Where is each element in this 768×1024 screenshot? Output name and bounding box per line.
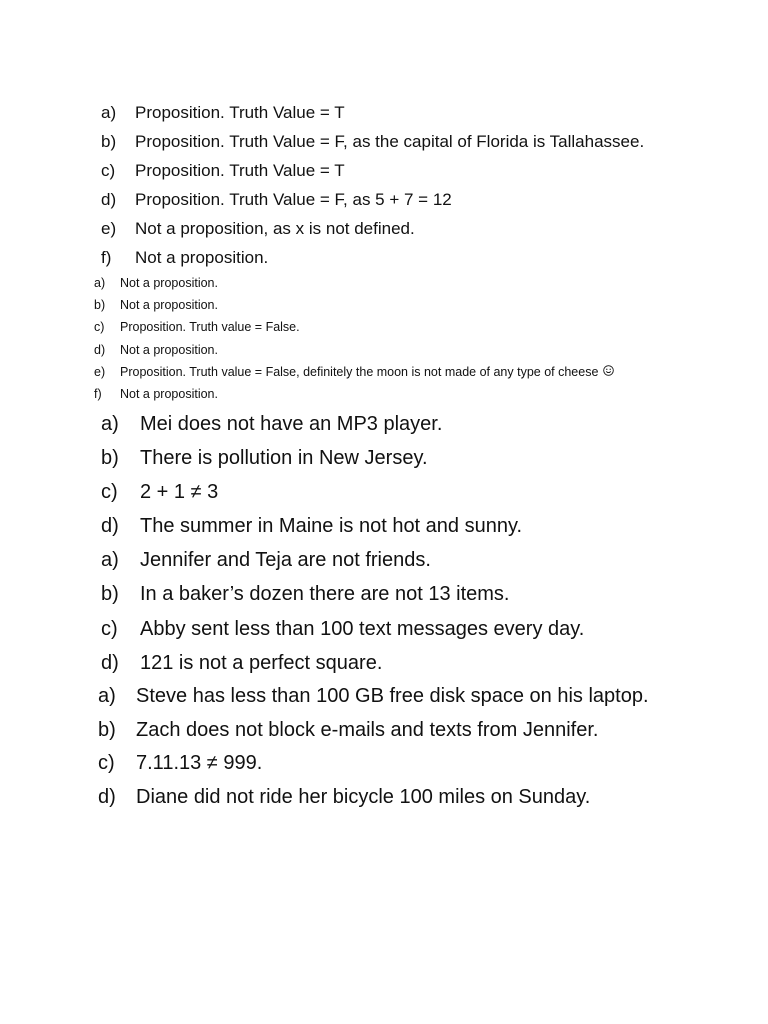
list-item [94, 298, 614, 320]
list-item [101, 248, 644, 277]
item-text: Zach does not block e-mails and texts from Jennifer. [136, 718, 599, 741]
item-label: c) [101, 161, 116, 180]
list-item [94, 387, 614, 409]
list-item [101, 618, 584, 652]
list-item [101, 219, 644, 248]
list-item [101, 515, 584, 549]
list-item [101, 132, 644, 161]
item-text: Jennifer and Teja are not friends. [140, 549, 431, 572]
item-text: 7.11.13 ≠ 999. [136, 752, 263, 774]
list-item [98, 786, 649, 820]
list-item [101, 413, 584, 447]
answer-list-propositions [101, 103, 644, 277]
item-text: Proposition. Truth Value = F, as the capital of Florida is Tallahassee. [135, 132, 645, 151]
list-item [101, 549, 584, 583]
list-item [94, 320, 614, 342]
item-label: b) [98, 718, 116, 741]
item-label: d) [98, 785, 116, 808]
item-text: Proposition. Truth Value = T [135, 161, 345, 180]
item-label: c) [101, 617, 118, 640]
item-text: Not a proposition. [120, 276, 218, 290]
item-label: b) [101, 447, 119, 470]
item-text: There is pollution in New Jersey. [140, 447, 428, 470]
list-item [94, 365, 614, 387]
item-text: Not a proposition. [135, 248, 269, 267]
item-text: Proposition. Truth Value = T [135, 103, 345, 122]
item-text: Not a proposition. [120, 298, 218, 313]
list-item [101, 447, 584, 481]
list-item [94, 343, 614, 365]
item-text: Not a proposition. [120, 342, 218, 357]
list-item [101, 481, 584, 515]
item-label: f) [101, 248, 112, 267]
item-text: Not a proposition. [120, 386, 218, 401]
answer-list-negations-continued [98, 685, 649, 819]
item-text: Diane did not ride her bicycle 100 miles on Sunday. [136, 785, 591, 808]
item-label: f) [94, 386, 102, 401]
item-label: c) [94, 320, 105, 335]
item-label: d) [94, 342, 106, 357]
list-item [101, 190, 644, 219]
item-label: e) [94, 364, 106, 379]
list-item [101, 652, 584, 686]
item-text: 2 + 1 ≠ 3 [140, 481, 219, 504]
smiley-icon [603, 365, 614, 379]
item-text: 121 is not a perfect square. [140, 651, 383, 674]
item-text: Steve has less than 100 GB free disk space on his laptop. [136, 685, 649, 707]
item-label: a) [94, 276, 106, 290]
item-text: The summer in Maine is not hot and sunny. [140, 515, 523, 538]
list-item [94, 276, 614, 298]
item-label: b) [94, 298, 106, 313]
item-label: d) [101, 515, 119, 538]
item-label: c) [98, 752, 115, 774]
item-label: a) [101, 413, 119, 435]
item-label: b) [101, 132, 117, 151]
item-text: Proposition. Truth value = False, definitely the moon is not made of any type of cheese [120, 364, 599, 379]
item-label: b) [101, 583, 119, 606]
item-label: a) [101, 549, 119, 572]
answer-list-negations [101, 413, 584, 686]
list-item [98, 752, 649, 786]
item-text: Abby sent less than 100 text messages every day. [140, 617, 585, 640]
item-label: a) [101, 103, 117, 122]
item-label: e) [101, 219, 117, 238]
item-text: Mei does not have an MP3 player. [140, 413, 443, 435]
item-text: Not a proposition, as x is not defined. [135, 219, 415, 238]
item-label: d) [101, 651, 119, 674]
item-text: Proposition. Truth Value = F, as 5 + 7 = 12 [135, 190, 452, 209]
item-label: c) [101, 481, 118, 504]
list-item [101, 103, 644, 132]
list-item [101, 161, 644, 190]
item-label: d) [101, 190, 117, 209]
item-text: Proposition. Truth value = False. [120, 320, 300, 335]
list-item [101, 583, 584, 617]
list-item [98, 719, 649, 753]
item-label: a) [98, 685, 116, 707]
list-item [98, 685, 649, 719]
answer-list-truth-values [94, 276, 614, 409]
item-text: In a baker’s dozen there are not 13 items. [140, 583, 510, 606]
